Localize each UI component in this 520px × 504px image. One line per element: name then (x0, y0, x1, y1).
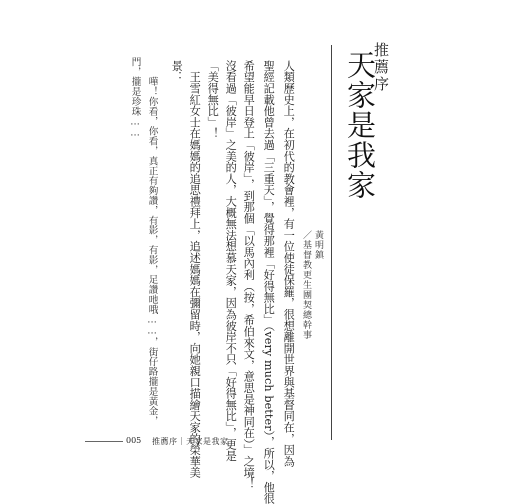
page-title: 天家是我家 (343, 50, 377, 200)
section-label: 推薦序 (372, 42, 390, 93)
quote-column: 門，攏是珍珠…… (129, 57, 141, 139)
quote-column: 嘩！你看，你看，真正有夠讚，有影，有影，足讚吔哦……，街仔路攏是黃金， (146, 57, 158, 427)
body-column: 沒看過「彼岸」之美的人，大概無法想慕天家，因為彼岸不只「好得無比」，更是 (224, 60, 238, 462)
body-column: 景： (170, 60, 184, 83)
author-name: 黃明鎮 (313, 230, 323, 260)
author-role: ／基督教更生團契總幹事 (301, 230, 311, 340)
title-divider (331, 45, 332, 440)
running-header: 推薦序｜天家是我家 (152, 437, 229, 446)
body-column: 「美得無比」！ (206, 60, 220, 140)
body-column: 人類歷史上，在初代的教會裡，有一位使徒保羅，很想離開世界與基督同在，因為 (282, 60, 296, 467)
page-number: 005 (126, 436, 142, 445)
body-column: 王雪紅女士在媽媽的追思禮拜上，追述媽媽在彌留時，向她親口描繪天家的榮華美 (188, 60, 202, 479)
footer-rule (85, 441, 123, 442)
body-column: 希望能早日登上「彼岸」，到那個「以馬內利（按，希伯來文，意思是神同在）」之境！ (242, 60, 256, 490)
body-column: 聖經記載他曾去過「三重天」，覺得那裡「好得無比」（very much better），所以，他很 (262, 60, 276, 504)
